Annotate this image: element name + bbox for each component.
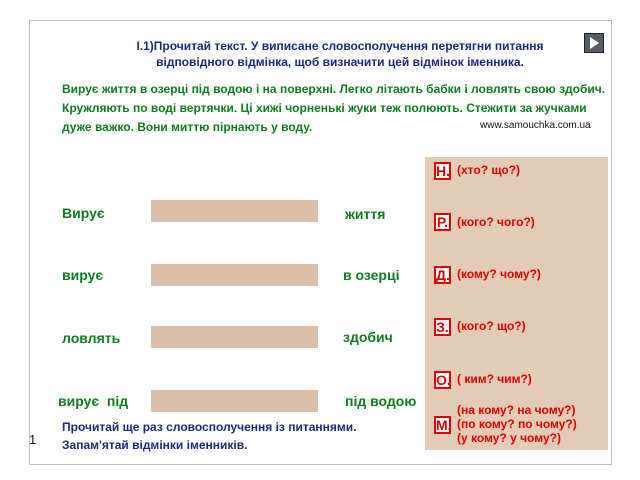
phrase-3-verb: ловлять xyxy=(62,330,121,346)
locative-line-1: (на кому? на чому?) xyxy=(457,403,576,417)
footer-line-1: Прочитай ще раз словосполучення із питаннями. xyxy=(62,420,357,434)
page-number: 1 xyxy=(29,432,37,447)
phrase-2-noun: в озерці xyxy=(343,267,400,283)
phrase-1-noun: життя xyxy=(345,206,386,222)
phrase-4-noun: під водою xyxy=(345,393,417,409)
drop-slot-4[interactable] xyxy=(151,390,318,412)
case-letter-instrumental[interactable]: О. xyxy=(436,372,451,388)
case-letter-dative[interactable]: Д. xyxy=(436,267,450,283)
phrase-4-verb: вирує під xyxy=(58,393,129,409)
phrase-1-verb: Вирує xyxy=(62,205,105,221)
play-icon xyxy=(585,34,603,52)
case-question-genitive[interactable]: (кого? чого?) xyxy=(457,215,535,229)
case-question-locative[interactable] xyxy=(457,403,577,445)
footer-instructions xyxy=(62,418,357,454)
website-label: www.samouchka.com.ua xyxy=(480,120,591,131)
case-letter-nominative[interactable]: Н. xyxy=(436,163,450,179)
case-letter-genitive[interactable]: Р. xyxy=(434,213,451,231)
case-question-instrumental[interactable]: ( ким? чим?) xyxy=(457,372,532,386)
locative-line-3: (у кому? у чому?) xyxy=(457,431,561,445)
case-letter-locative[interactable]: М. xyxy=(436,417,452,433)
case-question-accusative[interactable]: (кого? що?) xyxy=(457,319,526,333)
passage-text: Вирує життя в озерці під водою і на поверхні. Легко літають бабки і ловлять свою здобич. Кружляють по воді вертячки. Ці хижі чорненькі жуки теж полюють. Стежити за жучками дуже важко. Вони миттю пірнають у воду. xyxy=(62,82,606,134)
play-button[interactable] xyxy=(584,33,604,53)
phrase-3-noun: здобич xyxy=(343,329,393,345)
phrase-2-verb: вирує xyxy=(62,267,104,283)
task-title: І.1)Прочитай текст. У виписане словосполучення перетягни питання відповідного відмінка, щоб визначити цей відмінок іменника. xyxy=(136,39,544,69)
locative-line-2: (по кому? по чому?) xyxy=(457,417,577,431)
case-question-dative[interactable]: (кому? чому?) xyxy=(457,267,541,281)
drop-slot-3[interactable] xyxy=(151,326,318,348)
case-letter-accusative[interactable]: З. xyxy=(434,318,451,336)
case-question-nominative[interactable]: (хто? що?) xyxy=(457,163,521,177)
drop-slot-1[interactable] xyxy=(151,200,318,222)
footer-line-2: Запам'ятай відмінки іменників. xyxy=(62,438,248,452)
drop-slot-2[interactable] xyxy=(151,264,318,286)
